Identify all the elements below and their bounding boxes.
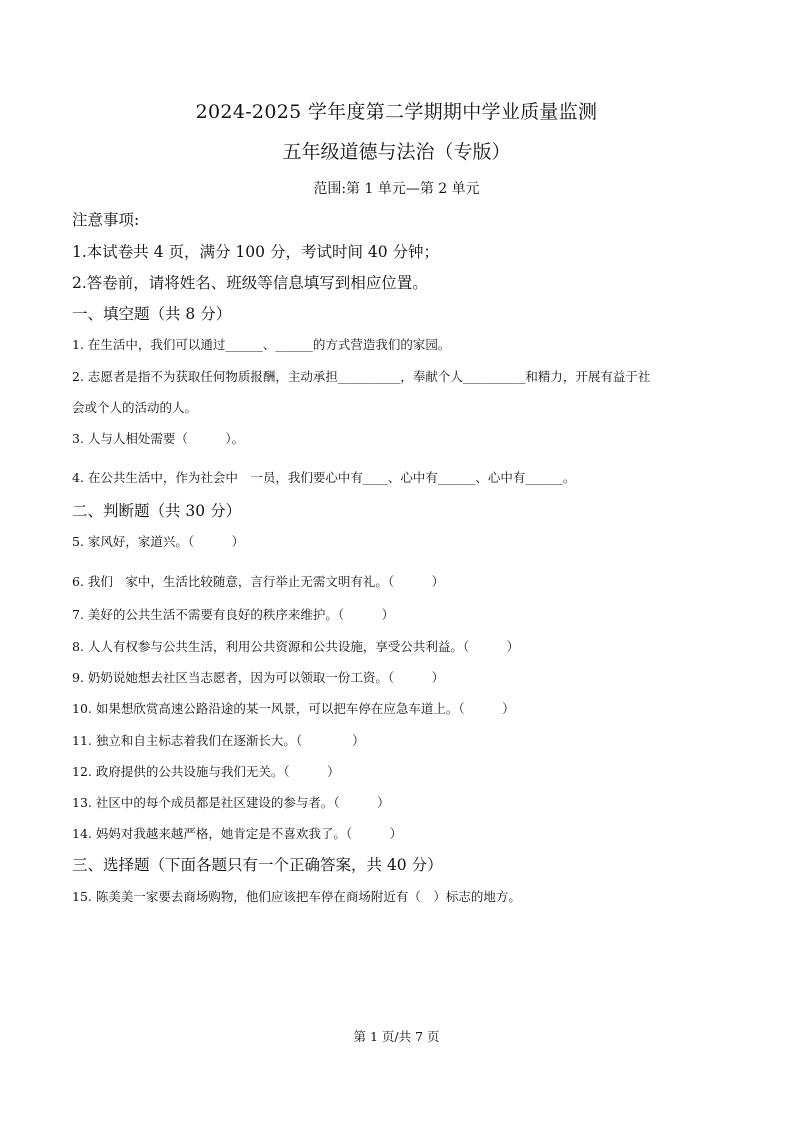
- section-heading-multiple-choice: 三、选择题（下面各题只有一个正确答案，共 40 分）: [72, 856, 443, 874]
- question-item: 12. 政府提供的公共设施与我们无关。（ ）: [72, 764, 340, 779]
- question-item: 13. 社区中的每个成员都是社区建设的参与者。（ ）: [72, 795, 390, 810]
- question-item: 会或个人的活动的人。: [72, 400, 198, 415]
- question-item: 8. 人人有权参与公共生活，利用公共资源和公共设施，享受公共利益。（ ）: [72, 639, 520, 654]
- note-item: 2.答卷前，请将姓名、班级等信息填写到相应位置。: [72, 274, 428, 292]
- question-item: 5. 家风好，家道兴。（ ）: [72, 534, 245, 549]
- question-item: 10. 如果想欣赏高速公路沿途的某一风景，可以把车停在应急车道上。（ ）: [72, 701, 515, 716]
- question-item: 15. 陈美美一家要去商场购物，他们应该把车停在商场附近有（ ）标志的地方。: [72, 889, 521, 904]
- section-heading-true-false: 二、判断题（共 30 分）: [72, 502, 242, 520]
- question-item: 7. 美好的公共生活不需要有良好的秩序来维护。（ ）: [72, 607, 395, 622]
- note-item: 1.本试卷共 4 页，满分 100 分，考试时间 40 分钟；: [72, 243, 440, 261]
- page-footer: 第 1 页/共 7 页: [353, 1029, 440, 1044]
- question-item: 1. 在生活中，我们可以通过______、______的方式营造我们的家园。: [72, 337, 451, 352]
- exam-subtitle: 五年级道德与法治（专版）: [282, 141, 511, 163]
- exam-scope: 范围:第 1 单元—第 2 单元: [313, 181, 480, 197]
- question-item: 2. 志愿者是指不为获取任何物质报酬，主动承担__________，奉献个人__________和精力，开展有益于社: [72, 369, 651, 384]
- question-item: 9. 奶奶说她想去社区当志愿者，因为可以领取一份工资。（ ）: [72, 670, 445, 685]
- question-item: 4. 在公共生活中，作为社会中 一员，我们要心中有____、心中有______、心中有______。: [72, 470, 576, 485]
- question-item: 3. 人与人相处需要（ ）。: [72, 431, 245, 446]
- section-heading-fill-blank: 一、填空题（共 8 分）: [72, 305, 232, 323]
- notes-heading: 注意事项:: [72, 211, 140, 229]
- question-item: 14. 妈妈对我越来越严格，她肯定是不喜欢我了。（ ）: [72, 826, 403, 841]
- exam-title: 2024-2025 学年度第二学期期中学业质量监测: [195, 101, 598, 123]
- question-item: 6. 我们 家中，生活比较随意，言行举止无需文明有礼。（ ）: [72, 574, 445, 589]
- question-item: 11. 独立和自主标志着我们在逐渐长大。（ ）: [72, 733, 365, 748]
